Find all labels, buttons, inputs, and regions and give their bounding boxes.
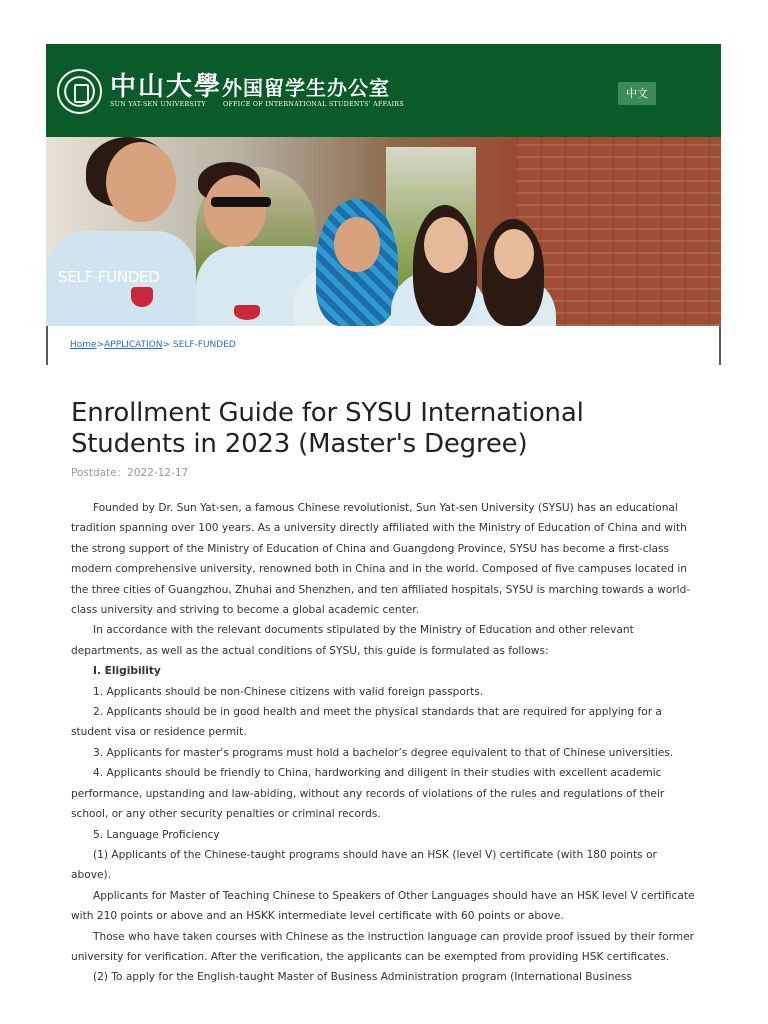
- postdate: [71, 466, 693, 480]
- paragraph: Founded by Dr. Sun Yat-sen, a famous Chinese revolutionist, Sun Yat-sen University (SYSU) has an educational tradition spanning over 100 years. As a university directly affiliated with the Ministry of Education of China and with the strong support of the Ministry of Education of China and Guangdong Province, SYSU has become a first-class modern comprehensive university, renowned both in China and in the world. Composed of five campuses located in the three cities of Guangzhou, Zhuhai and Shenzhen, and ten affiliated hospitals, SYSU is marching towards a world-class university and striving to become a global academic center.: [71, 502, 691, 617]
- paragraph: 4. Applicants should be friendly to China, hardworking and diligent in their studies with excellent academic performance, upstanding and law-abiding, without any records of violations of the rules and regulations of their school, or any other security penalties or criminal records.: [71, 767, 665, 821]
- paragraph: Those who have taken courses with Chinese as the instruction language can provide proof issued by their former university for verification. After the verification, the applicants can be exempted from providing HSK certificates.: [71, 930, 694, 963]
- banner-person-head: [494, 229, 534, 279]
- article-body: [71, 498, 696, 988]
- postdate-value: 2022-12-17: [127, 467, 189, 479]
- banner-person-head: [106, 142, 176, 222]
- breadcrumb-application-link[interactable]: APPLICATION: [104, 340, 163, 350]
- breadcrumb-current: SELF-FUNDED: [170, 340, 236, 350]
- office-english-name[interactable]: OFFICE OF INTERNATIONAL STUDENTS' AFFAIRS: [223, 101, 405, 108]
- banner-person-head: [424, 217, 468, 273]
- breadcrumb-bar: [46, 326, 721, 365]
- paragraph: (2) To apply for the English-taught Master of Business Administration program (International Business: [93, 971, 633, 984]
- logo-english-name[interactable]: SUN YAT-SEN UNIVERSITY: [110, 101, 206, 108]
- banner-person-head: [334, 217, 380, 272]
- shirt-heart-icon: [234, 305, 260, 320]
- section-heading: I. Eligibility: [93, 665, 161, 678]
- postdate-label: Postdate：: [71, 467, 128, 479]
- university-seal-icon[interactable]: [57, 69, 102, 114]
- banner-title: SELF-FUNDED: [58, 268, 160, 286]
- paragraph: Applicants for Master of Teaching Chinese to Speakers of Other Languages should have an HSK level V certificate with 210 points or above and an HSKK intermediate level certificate with 60 points or above.: [71, 889, 695, 923]
- breadcrumb-separator: >: [96, 340, 105, 350]
- logo-chinese-name[interactable]: 中山大學: [110, 72, 223, 102]
- breadcrumb-home-link[interactable]: Home: [70, 340, 97, 350]
- hero-banner: [46, 137, 721, 326]
- sunglasses-icon: [211, 197, 271, 207]
- paragraph: In accordance with the relevant documents stipulated by the Ministry of Education and other relevant departments, as well as the actual conditions of SYSU, this guide is formulated as follows:: [71, 624, 634, 657]
- breadcrumb-separator: >: [162, 340, 171, 350]
- paragraph: 3. Applicants for master's programs must hold a bachelor’s degree equivalent to that of Chinese universities.: [93, 746, 674, 759]
- shirt-heart-icon: [131, 287, 153, 307]
- paragraph: 1. Applicants should be non-Chinese citizens with valid foreign passports.: [93, 685, 484, 698]
- page-title: Enrollment Guide for SYSU International Students in 2023 (Master's Degree): [71, 398, 584, 459]
- breadcrumb: [70, 339, 236, 351]
- paragraph: 2. Applicants should be in good health and meet the physical standards that are required for applying for a student visa or residence permit.: [71, 706, 662, 739]
- language-switch-button[interactable]: 中文: [618, 82, 656, 105]
- paragraph: (1) Applicants of the Chinese-taught programs should have an HSK (level V) certificate (with 180 points or above).: [71, 848, 657, 882]
- banner-person-head: [204, 175, 266, 247]
- office-chinese-name[interactable]: 外国留学生办公室: [222, 76, 390, 100]
- site-header: [46, 44, 721, 137]
- article-header: [71, 398, 693, 480]
- paragraph: 5. Language Proficiency: [93, 828, 220, 841]
